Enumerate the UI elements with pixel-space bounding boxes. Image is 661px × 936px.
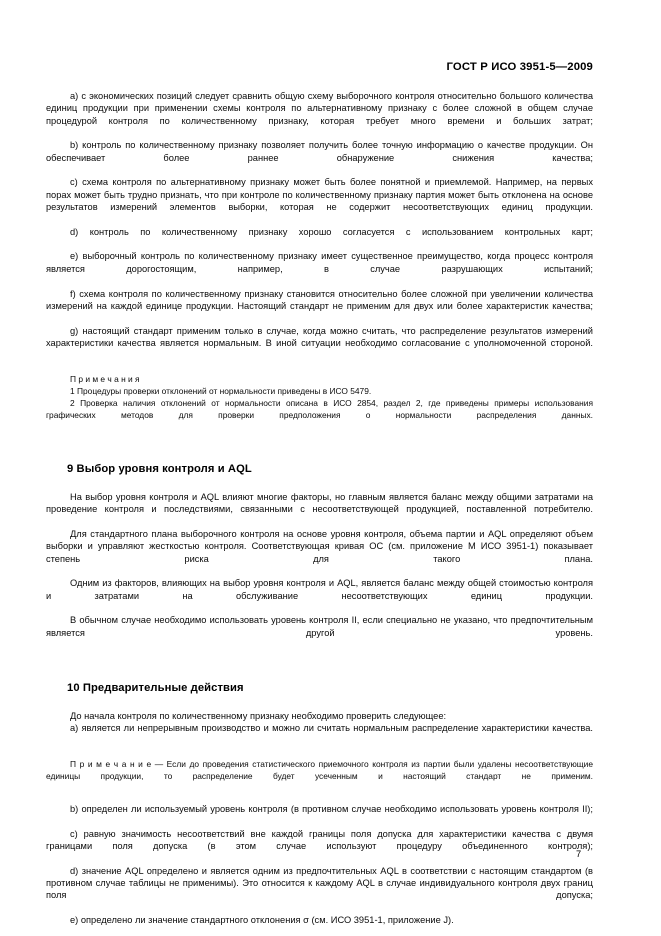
notes-heading: П р и м е ч а н и я <box>70 373 140 384</box>
section-10-heading: 10 Предварительные действия <box>67 681 244 694</box>
section-10-item-d: d) значение AQL определено и является одним из предпочтительных AQL в соответствии с настоящим стандартом (в противном случае таблицы не применимы). Это относится к каждому AQL в случае индивидуального контроля двух границ поля допуска; <box>46 865 593 901</box>
section-10-note: П р и м е ч а н и е — Если до проведения статистического приемочного контроля из партии были удалены несоответствующие единицы продукции, то распределение будет усеченным и настоящий стандарт не применим. <box>46 758 593 781</box>
section-9-paragraph-4: В обычном случае необходимо использовать уровень контроля II, если специально не указано, что предпочтительным является другой уровень. <box>46 615 593 638</box>
section-9-paragraph-2: Для стандартного плана выборочного контроля на основе уровня контроля, объема партии и AQL определяют объем выборки и управляют жесткостью контроля. Соответствующая кривая ОС (см. приложение М ИСО 3951-1) показывает степень риска для такого плана. <box>46 529 593 564</box>
section-10-item-a: а) является ли непрерывным производство и можно ли считать нормальным распределение характеристики качества. <box>70 722 593 733</box>
paragraph-item-a: а) с экономических позиций следует сравнить общую схему выборочного контроля относительно большого количества единиц продукции при применении схемы контроля по альтернативному признаку с более сложной в общем случае процедурой контроля по количественному признаку, которая требует много времени и больших затрат; <box>46 91 593 126</box>
spacer-after-section-9-heading <box>46 475 593 491</box>
spacer-after-section-10-heading <box>46 694 593 710</box>
notes-block <box>46 373 593 433</box>
paragraph-item-c: c) схема контроля по альтернативному признаку может быть более понятной и приемлемой. Например, на первых порах может быть трудно признать, что при контроле по количественному признаку партия может быть отклонена на основе результатов измерений элементов выборки, которая не содержит несоответствующих единиц продукции. <box>46 177 593 213</box>
section-9-heading: 9 Выбор уровня контроля и AQL <box>67 463 252 476</box>
paragraph-item-g: g) настоящий стандарт применим только в случае, когда можно считать, что распределение результатов измерений характеристики качества является нормальным. В иной ситуации необходимо согласование с уполномоченной стороной. <box>46 325 593 348</box>
section-10-intro: До начала контроля по количественному признаку необходимо проверить следующее: <box>70 710 447 721</box>
paragraph-item-b: b) контроль по количественному признаку позволяет получить более точную информацию о качестве продукции. Он обеспечивает более раннее обнаружение снижения качества; <box>46 140 593 163</box>
page-content <box>46 90 593 926</box>
paragraph-item-d: d) контроль по количественному признаку хорошо согласуется с использованием контрольных карт; <box>70 226 593 237</box>
section-10-note-block <box>46 758 593 794</box>
paragraph-item-e: e) выборочный контроль по количественному признаку имеет существенное преимущество, когда процесс контроля является дорогостоящим, например, в случае разрушающих испытаний; <box>46 251 593 274</box>
section-9-paragraph-1: На выбор уровня контроля и AQL влияют многие факторы, но главным является баланс между общими затратами на проведение контроля и последствиями, связанными с несоответствующей продукцией, поставленной потребителю. <box>46 492 593 515</box>
section-10-item-e: e) определено ли значение стандартного отклонения σ (см. ИСО 3951-1, приложение J). <box>70 914 454 925</box>
page-header-standard-number: ГОСТ Р ИСО 3951-5—2009 <box>446 61 593 73</box>
note-1: 1 Процедуры проверки отклонений от нормальности приведены в ИСО 5479. <box>70 385 372 396</box>
spacer-after-note <box>46 794 593 803</box>
section-10-item-b: b) определен ли используемый уровень контроля (в противном случае необходимо использовать уровень контроля II); <box>70 803 593 814</box>
page-number: 7 <box>576 849 582 859</box>
paragraph-item-f: f) схема контроля по количественному признаку становится относительно более сложной при увеличении количества измерений на каждой единице продукции. Настоящий стандарт не применим для двух или более характеристик качества; <box>46 288 593 311</box>
note-2: 2 Проверка наличия отклонений от нормальности описана в ИСО 2854, раздел 2, где приведены примеры использования графических методов для проверки предположения о нормальности распределения данных. <box>46 397 593 420</box>
spacer-before-section-9 <box>46 433 593 463</box>
section-9-paragraph-3: Одним из факторов, влияющих на выбор уровня контроля и AQL, является баланс между общей стоимостью контроля и затратами на обслуживание несоответствующих единиц продукции. <box>46 578 593 601</box>
section-10-item-c: c) равную значимость несоответствий вне каждой границы поля допуска для характеристики качества с двумя границами поля допуска (в этом случае используют процедуру объединенного контроля); <box>46 828 593 851</box>
spacer-before-section-10 <box>46 652 593 682</box>
